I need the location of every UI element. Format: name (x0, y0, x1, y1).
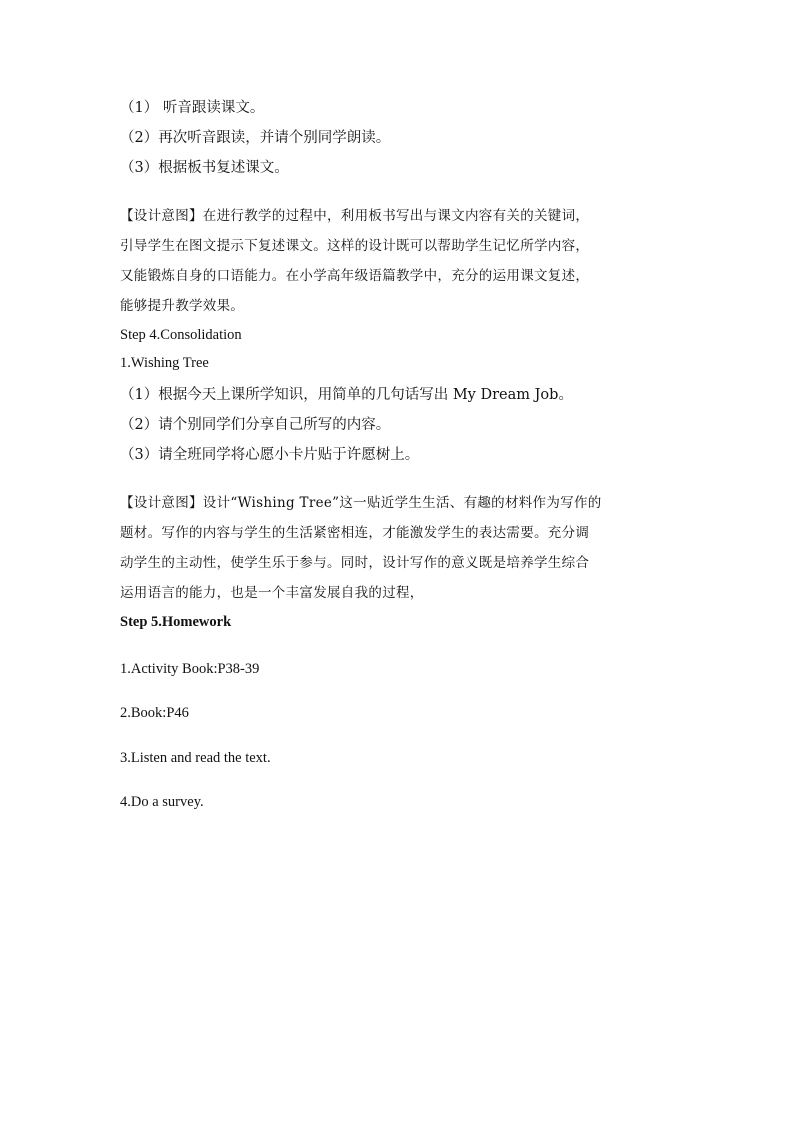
step3-item-2: （2）再次听音跟读，并请个别同学朗读。 (120, 130, 391, 146)
step4-heading: Step 4.Consolidation (120, 327, 242, 343)
design-intent-1-line-3: 又能锻炼自身的口语能力。在小学高年级语篇教学中，充分的运用课文复述， (120, 268, 590, 284)
step4-item-1: （1）根据今天上课所学知识，用简单的几句话写出 My Dream Job。 (120, 387, 573, 403)
homework-item-1: 1.Activity Book:P38-39 (120, 661, 260, 677)
design-intent-2-line-1: 【设计意图】设计“Wishing Tree”这一贴近学生生活、有趣的材料作为写作的 (120, 495, 602, 511)
homework-item-3: 3.Listen and read the text. (120, 750, 271, 766)
design-intent-2-line-2: 题材。写作的内容与学生的生活紧密相连，才能激发学生的表达需要。充分调 (120, 525, 590, 541)
design-intent-1-line-2: 引导学生在图文提示下复述课文。这样的设计既可以帮助学生记忆所学内容， (120, 238, 590, 254)
design-intent-1-line-1: 【设计意图】在进行教学的过程中，利用板书写出与课文内容有关的关键词， (120, 208, 590, 224)
step3-item-3: （3）根据板书复述课文。 (120, 160, 289, 176)
design-intent-2-line-3: 动学生的主动性，使学生乐于参与。同时，设计写作的意义既是培养学生综合 (120, 555, 590, 571)
homework-item-2: 2.Book:P46 (120, 705, 189, 721)
step4-subheading: 1.Wishing Tree (120, 355, 209, 371)
design-intent-2-line-4: 运用语言的能力，也是一个丰富发展自我的过程， (120, 585, 424, 601)
step4-item-2: （2）请个别同学们分享自己所写的内容。 (120, 417, 391, 433)
step4-item-3: （3）请全班同学将心愿小卡片贴于许愿树上。 (120, 447, 420, 463)
step5-heading: Step 5.Homework (120, 614, 232, 630)
step3-item-1: （1） 听音跟读课文。 (120, 100, 265, 116)
design-intent-1-line-4: 能够提升教学效果。 (120, 298, 245, 314)
homework-item-4: 4.Do a survey. (120, 794, 204, 810)
